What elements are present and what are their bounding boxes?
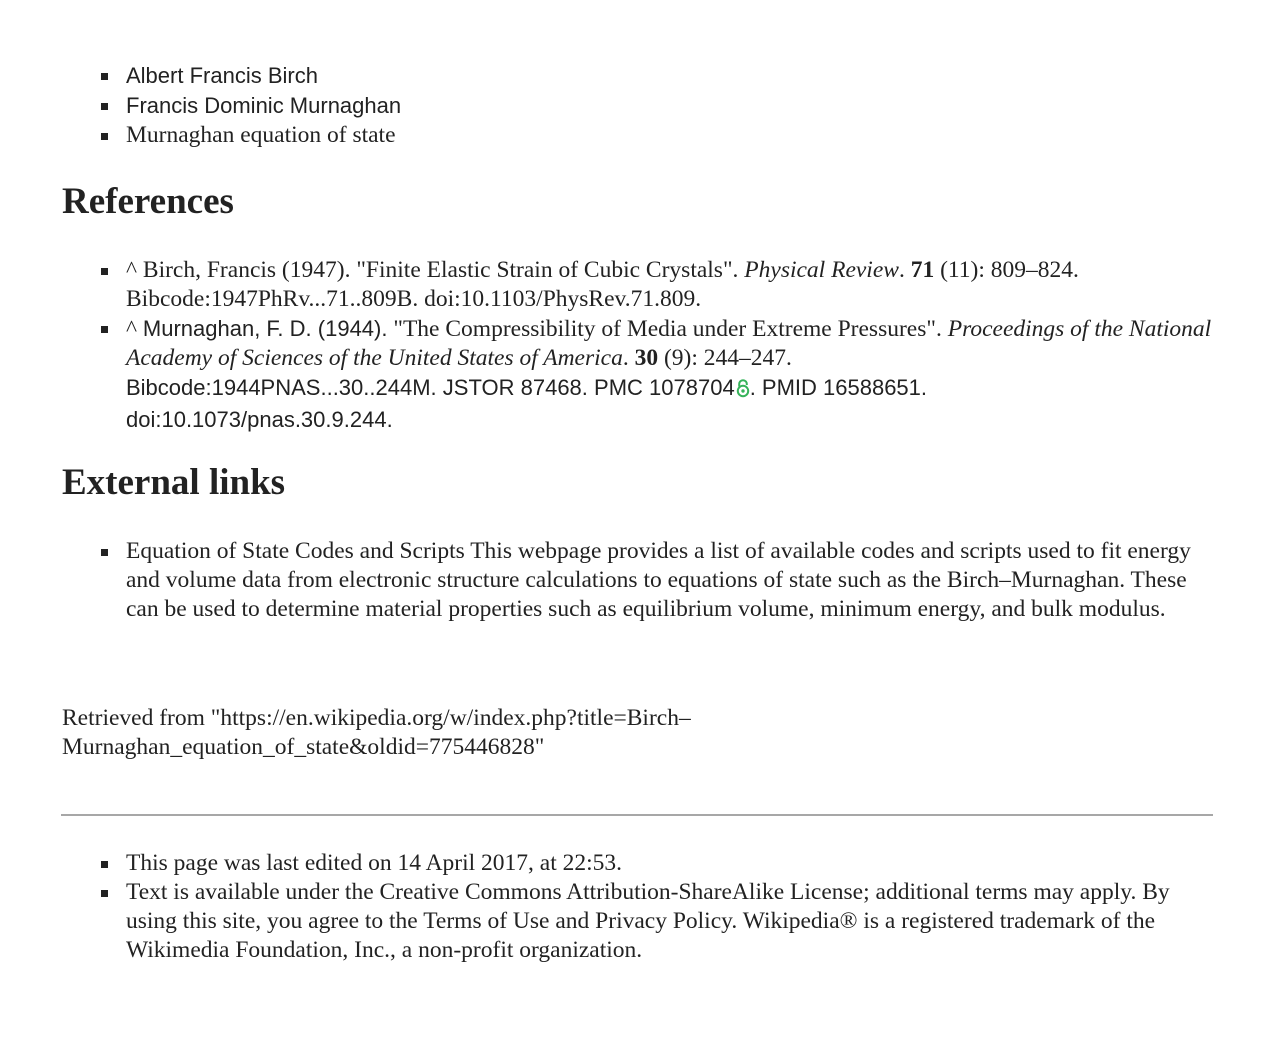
reference-backlink[interactable]: ^ [126, 316, 138, 342]
privacy-policy-link[interactable]: Privacy Policy [595, 908, 732, 934]
external-links-heading: External links [62, 462, 286, 503]
trademark-text: . Wikipedia® is a registered trademark of the [731, 908, 1156, 934]
see-also-link-francis-dominic-murnaghan[interactable]: Francis Dominic Murnaghan [126, 93, 402, 118]
footer-divider [61, 814, 1213, 816]
license-suffix: ; additional terms may apply. By using this site, you agree to the [126, 879, 1170, 934]
license-prefix: Text is available under the [126, 879, 380, 905]
reference-title-link[interactable]: "The Compressibility of Media under Extreme Pressures". [393, 316, 942, 342]
external-link-eos-codes[interactable]: Equation of State Codes and Scripts [126, 538, 465, 564]
license-link[interactable]: Creative Commons Attribution-ShareAlike License [379, 879, 864, 905]
list-item [126, 91, 1215, 121]
reference-volume: 30 [634, 345, 659, 371]
reference-item: ^ Birch, Francis (1947). "Finite Elastic Strain of Cubic Crystals". Physical Review. 71 (11): 809–824. Bibcode:1947PhRv...71..809B. doi:10.1103/PhysRev.71.809. [126, 256, 1215, 314]
reference-volume: 71 [910, 257, 935, 283]
see-also-link-albert-francis-birch[interactable]: Albert Francis Birch [126, 63, 318, 88]
reference-doi-link[interactable]: doi:10.1103/PhysRev.71.809. [424, 286, 702, 312]
retrieved-url-link[interactable]: https://en.wikipedia.org/w/index.php?title=Birch–Murnaghan_equation_of_state&oldid=775446828 [62, 705, 691, 760]
reference-authors: Birch, Francis (1947). [142, 257, 351, 283]
reference-pmc-link[interactable]: PMC 1078704 [594, 375, 735, 400]
reference-authors: Murnaghan, F. D. (1944). [142, 316, 388, 341]
references-heading: References [62, 181, 234, 222]
reference-bibcode-link[interactable]: Bibcode:1944PNAS...30..244M. [126, 375, 437, 400]
retrieved-from [62, 704, 822, 762]
list-item [126, 121, 1215, 150]
wikimedia-foundation-link[interactable]: Wikimedia Foundation, Inc. [126, 937, 391, 963]
last-edited-text: This page was last edited on 14 April 2017, at 22:53. [126, 850, 623, 876]
footer-last-edited [126, 849, 1215, 878]
reference-issue-pages: (11): 809–824. [940, 257, 1079, 283]
footer-list [126, 849, 1215, 965]
see-also-link-murnaghan-equation[interactable]: Murnaghan equation of state [126, 122, 396, 148]
retrieved-prefix: Retrieved from " [62, 705, 221, 731]
and-text: and [549, 908, 596, 934]
open-access-lock-icon [736, 376, 750, 405]
reference-journal: Proceedings of the National Academy of Sciences of the United States of America [126, 316, 1212, 371]
terms-of-use-link[interactable]: Terms of Use [423, 908, 550, 934]
list-item [126, 537, 1215, 624]
reference-jstor-link[interactable]: JSTOR 87468. [442, 375, 588, 400]
references-list [126, 256, 1215, 435]
reference-bibcode-link[interactable]: Bibcode:1947PhRv...71..809B. [126, 286, 419, 312]
external-link-description: This webpage provides a list of available codes and scripts used to fit energy and volume data from electronic structure calculations to equations of state such as the Birch–Murnaghan. These can be used to determine material properties such as equilibrium volume, minimum energy, and bulk modulus. [126, 538, 1191, 622]
reference-title-link[interactable]: "Finite Elastic Strain of Cubic Crystals". [356, 257, 739, 283]
reference-doi-link[interactable]: doi:10.1073/pnas.30.9.244. [126, 407, 393, 432]
reference-issue-pages: (9): 244–247. [663, 345, 792, 371]
reference-pmid: . PMID 16588651. [749, 375, 928, 400]
footer-license [126, 878, 1215, 965]
reference-backlink[interactable]: ^ [126, 257, 138, 283]
reference-journal: Physical Review [744, 257, 899, 283]
list-item [126, 61, 1215, 91]
see-also-list [126, 61, 1215, 150]
external-links-list [126, 537, 1215, 624]
nonprofit-text: , a non-profit organization. [390, 937, 643, 963]
retrieved-suffix: " [534, 734, 545, 760]
reference-item: ^ Murnaghan, F. D. (1944). "The Compressibility of Media under Extreme Pressures". Proceedings of the National Academy of Sciences of the United States of America. 30 (9): 244–247. Bibcode:1944PNAS...30..244M. JSTOR 87468. PMC 1078704 . PMID 16588651. doi:10.1073/pnas.30.9.244. [126, 314, 1215, 435]
